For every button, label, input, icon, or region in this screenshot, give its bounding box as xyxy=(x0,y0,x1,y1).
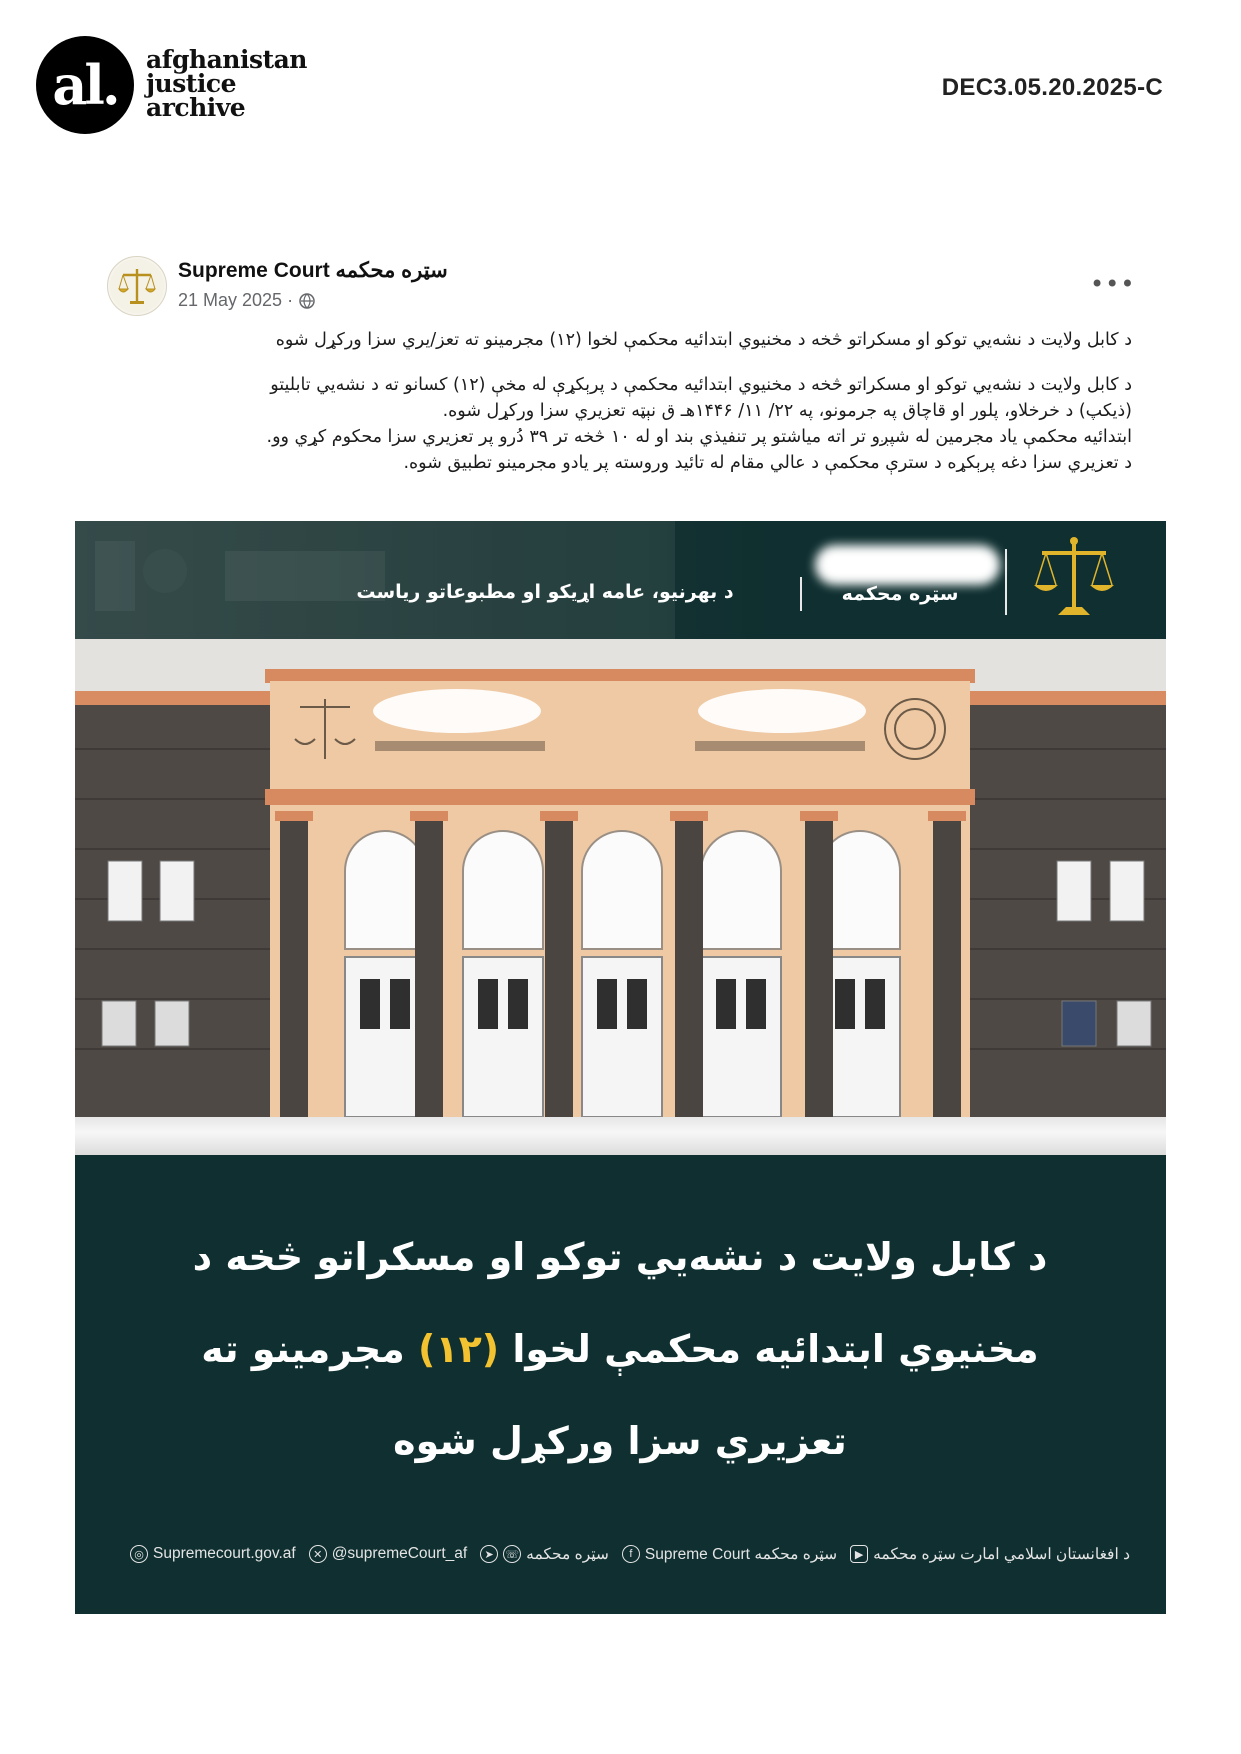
post-meta xyxy=(178,290,315,311)
post-title-line: د کابل ولایت د نشه‌يي توکو او مسکراتو څخه د مخنيوي ابتدائيه محکمې لخوا (۱۲) مجرمينو ته تعز/یري سزا ورکړل شوه xyxy=(275,330,1132,350)
archive-logo: al. xyxy=(36,36,134,134)
card-footer xyxy=(130,1539,1130,1569)
headline-line-2 xyxy=(170,1303,1070,1395)
post-body-line-4: د تعزيري سزا دغه پرېکړه د سترې محکمې د عالي مقام له تائيد وروسته پر يادو مجرمينو تطبيق شوه. xyxy=(403,453,1132,473)
headline-line-2-after: مجرمينو ته xyxy=(201,1327,418,1371)
globe-icon xyxy=(299,293,315,309)
footer-facebook[interactable] xyxy=(622,1545,837,1564)
document-id: DEC3.05.20.2025-C xyxy=(941,74,1163,101)
card-banner xyxy=(75,521,1166,639)
headline-line-3: تعزيري سزا ورکړل شوه xyxy=(393,1419,847,1463)
banner-background-photo xyxy=(75,521,675,639)
banner-department-name: د بهرنيو، عامه اړيکو او مطبوعاتو رياست xyxy=(356,581,734,603)
headline-highlight-number: (۱۲) xyxy=(418,1327,500,1371)
post-body-line-1: د کابل ولایت د نشه‌يي توکو او مسکراتو څخه د مخنيوي ابتدائيه محکمې د پرېکړې له مخې (۱۲) کسانو ته د نشه‌يي تابليتو xyxy=(270,375,1132,395)
redaction-blur xyxy=(815,545,1000,585)
footer-messaging[interactable] xyxy=(480,1545,609,1564)
footer-website-text: Supremecourt.gov.af xyxy=(153,1545,296,1562)
whatsapp-icon: ☏ xyxy=(503,1545,521,1563)
footer-youtube[interactable] xyxy=(850,1545,1130,1564)
card-headline xyxy=(170,1211,1070,1487)
brand-line-2: justice xyxy=(146,69,236,98)
photo-bottom-strip xyxy=(75,1117,1166,1155)
footer-telegram-text: سټره محکمه xyxy=(526,1545,609,1563)
telegram-icon: ➤ xyxy=(480,1545,498,1563)
banner-court-name: سټره محکمه xyxy=(841,583,959,605)
banner-divider xyxy=(1005,549,1007,615)
web-icon: ◎ xyxy=(130,1545,148,1563)
post-body xyxy=(120,372,1132,476)
post-image-card[interactable] xyxy=(75,521,1166,1614)
more-options-icon[interactable]: ••• xyxy=(1090,270,1136,298)
post-body-line-3: ابتدائيه محکمې ياد مجرمين له شپږو تر اته مياشتو پر تنفيذي بند او له ۱۰ څخه تر ۳۹ دُرو پر تعزيري سزا محکوم کړي وو. xyxy=(266,427,1132,447)
post-body-line-2: (ذيکپ) د خرخلاو، پلور او قاچاق په جرمونو، په ۲۲/ ۱۱/ ۱۴۴۶هـ ق نېټه تعزيري سزا ورکړل شوه. xyxy=(442,401,1132,421)
footer-twitter[interactable] xyxy=(309,1545,468,1563)
banner-divider xyxy=(800,577,802,611)
courthouse-photo xyxy=(75,639,1166,1117)
post-author[interactable]: Supreme Court سټره محکمه xyxy=(178,259,448,282)
post-date[interactable]: 21 May 2025 · xyxy=(178,290,294,310)
headline-line-1: د کابل ولایت د نشه‌يي توکو او مسکراتو څخه د xyxy=(192,1235,1048,1279)
footer-website[interactable] xyxy=(130,1545,296,1563)
youtube-icon: ▶ xyxy=(850,1545,868,1563)
footer-youtube-text: د افغانستان اسلامي امارت سټره محکمه xyxy=(873,1545,1130,1563)
archive-brand-name xyxy=(146,45,307,122)
avatar[interactable] xyxy=(107,256,167,316)
footer-twitter-text: @supremeCourt_af xyxy=(331,1545,468,1562)
scales-of-justice-icon xyxy=(1032,533,1116,625)
facebook-icon: f xyxy=(622,1545,640,1563)
brand-line-1: afghanistan xyxy=(146,45,307,74)
brand-line-3: archive xyxy=(146,93,246,122)
scales-of-justice-icon xyxy=(108,257,166,315)
x-twitter-icon: ✕ xyxy=(309,1545,327,1563)
footer-facebook-text: Supreme Court سټره محکمه xyxy=(644,1545,838,1563)
headline-line-2-before: مخنيوي ابتدائيه محکمې لخوا xyxy=(499,1327,1039,1371)
